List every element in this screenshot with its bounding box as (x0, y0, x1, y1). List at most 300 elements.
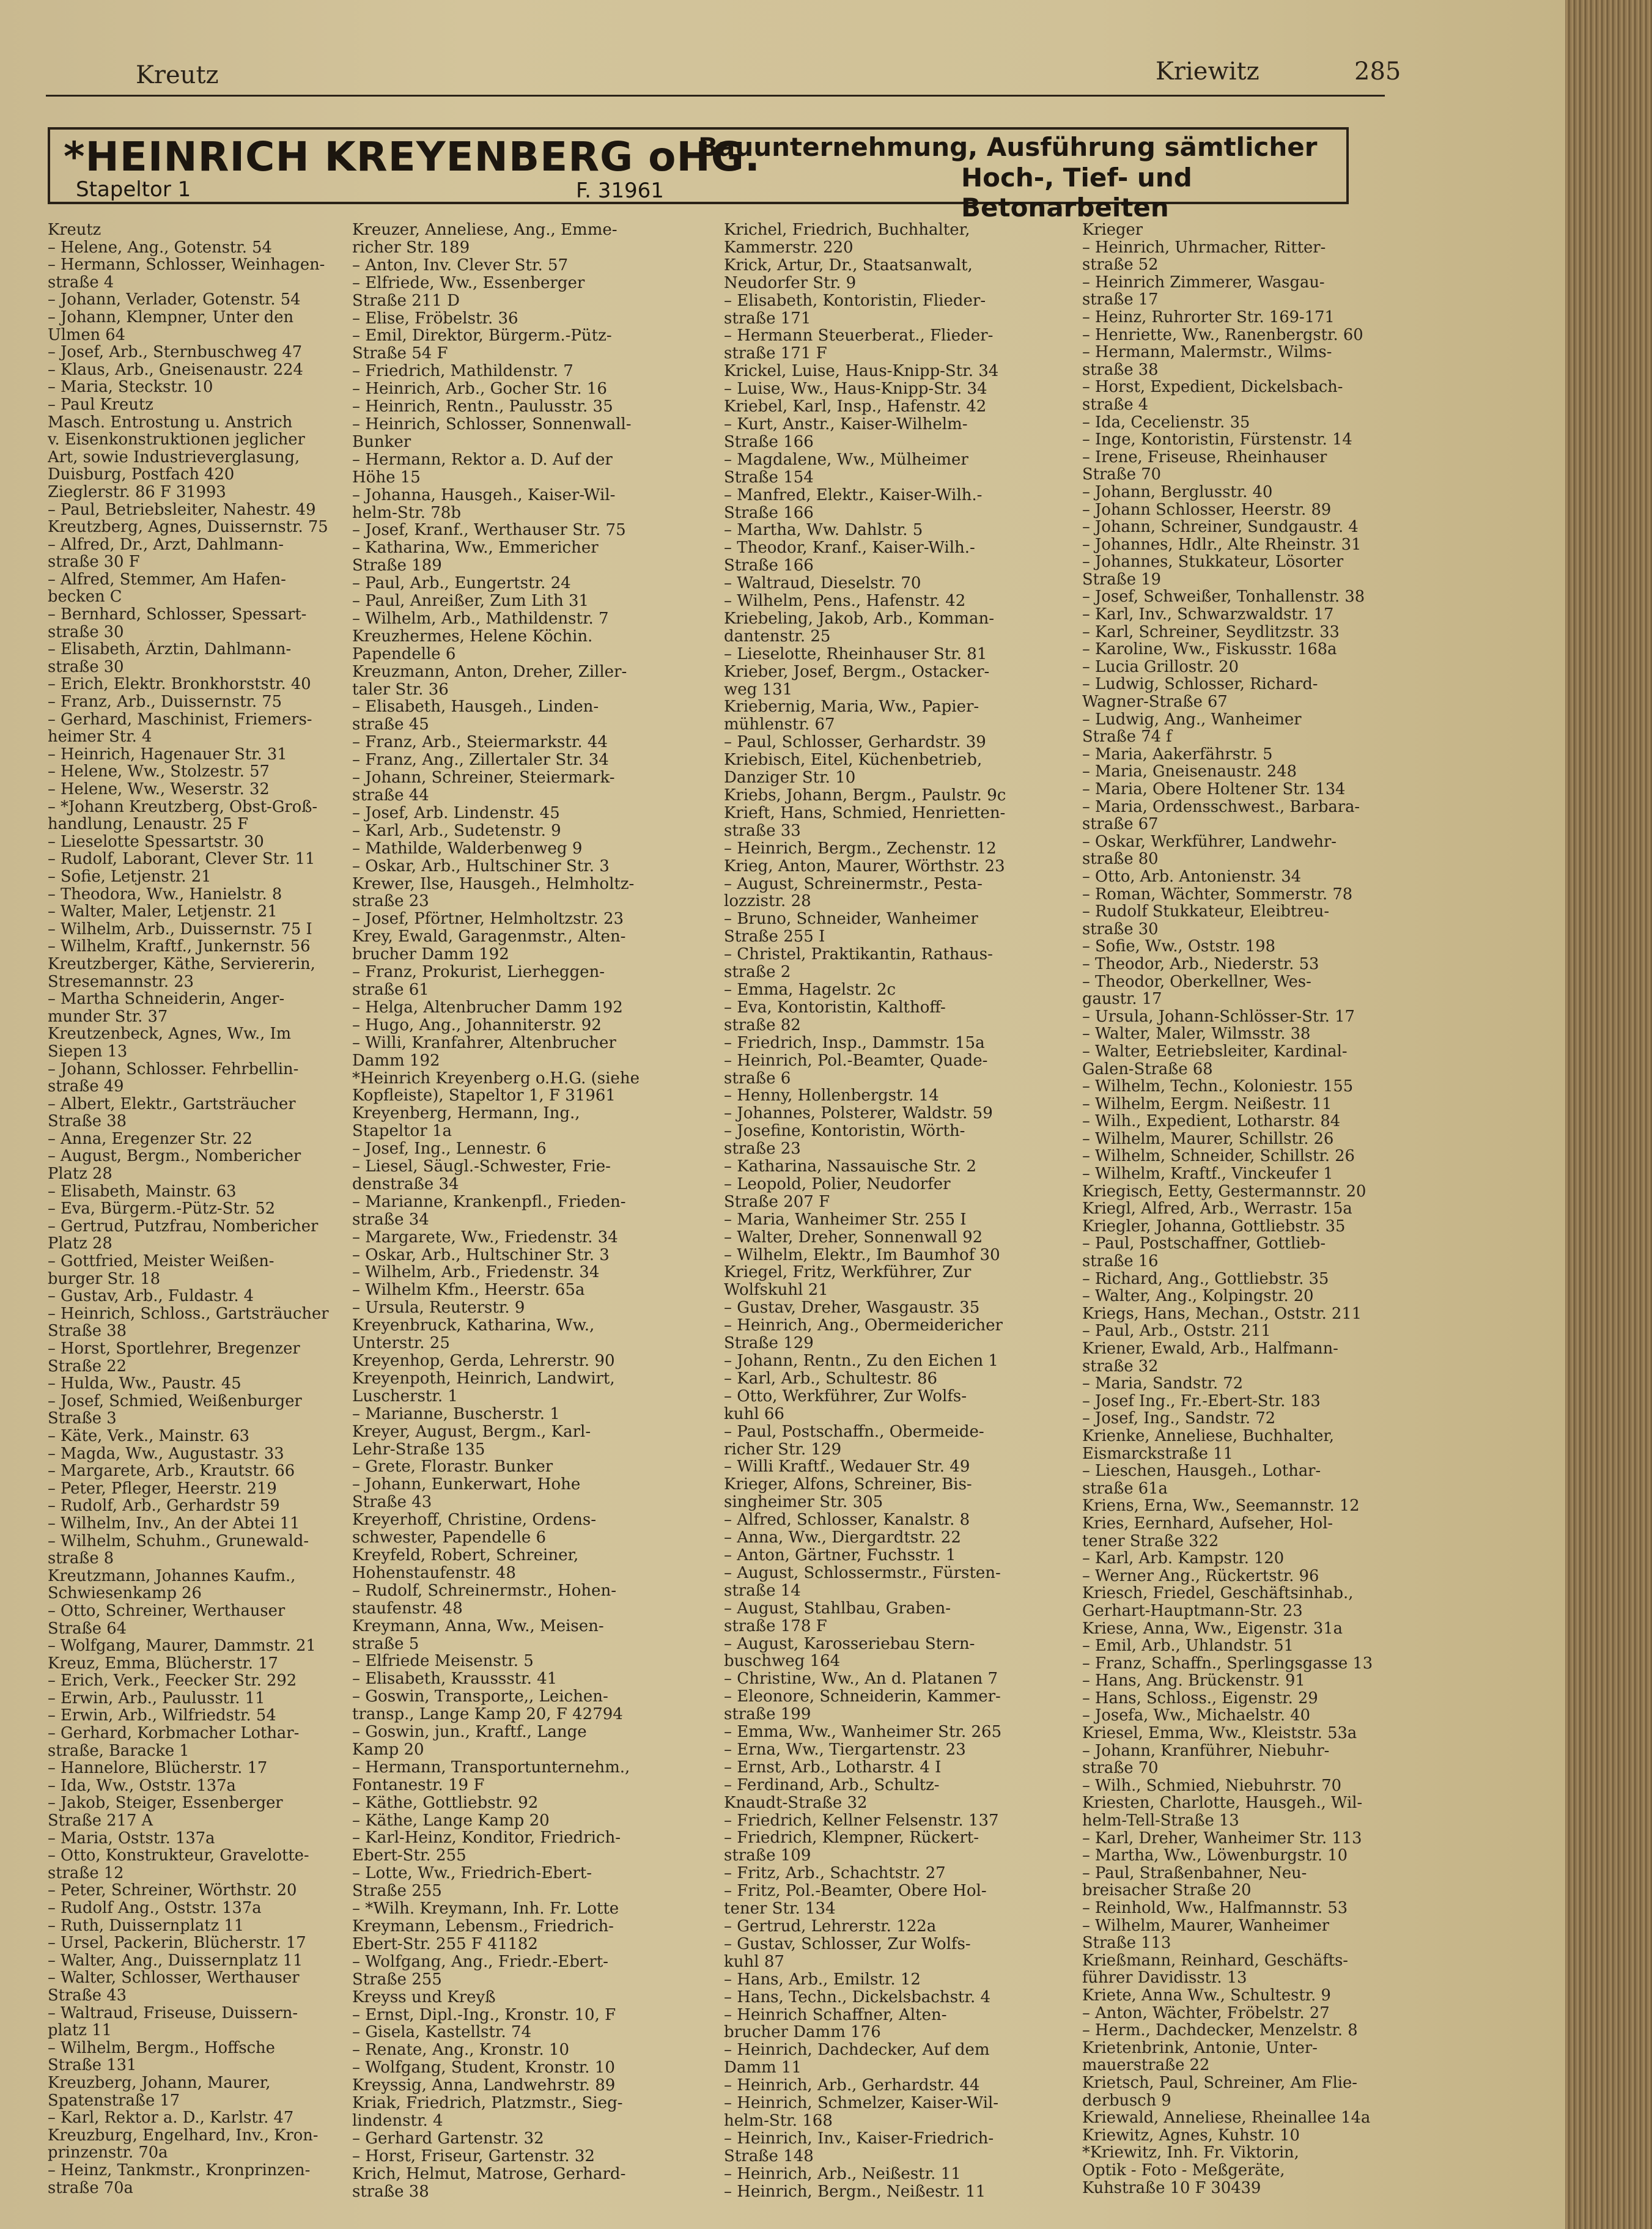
directory-line: – Alfred, Dr., Arzt, Dahlmann- (48, 536, 284, 554)
directory-line: führer Davidisstr. 13 (1082, 1969, 1247, 1987)
directory-line: – Josefine, Kontoristin, Wörth- (724, 1122, 965, 1141)
advert-tagline-1: Bauunternehmung, Ausführung sämtlicher (698, 132, 1318, 162)
directory-line: Straße 154 (724, 468, 814, 487)
directory-line: lozzistr. 28 (724, 893, 811, 911)
directory-line: Straße 211 D (352, 292, 460, 310)
directory-line: – Friedrich, Klempner, Rückert- (724, 1829, 979, 1848)
directory-line: mühlenstr. 67 (724, 716, 835, 734)
directory-line: – Wilhelm, Bergm., Hoffsche (48, 2039, 275, 2057)
directory-line: Kriegler, Johanna, Gottliebstr. 35 (1082, 1217, 1346, 1236)
directory-line: – Maria, Oststr. 137a (48, 1829, 215, 1848)
directory-line: Damm 11 (724, 2059, 802, 2077)
directory-line: Krietenbrink, Antonie, Unter- (1082, 2039, 1318, 2057)
directory-line: helm-Tell-Straße 13 (1082, 1812, 1239, 1830)
directory-line: – Heinrich, Schlosser, Sonnenwall- (352, 415, 632, 433)
directory-line: – Roman, Wächter, Sommerstr. 78 (1082, 885, 1353, 904)
directory-line: Krey, Ewald, Garagenmstr., Alten- (352, 928, 626, 946)
directory-line: Krich, Helmut, Matrose, Gerhard- (352, 2165, 626, 2183)
directory-line: singheimer Str. 305 (724, 1494, 883, 1512)
directory-line: Neudorfer Str. 9 (724, 274, 857, 292)
directory-line: – Wilhelm, Arb., Duissernstr. 75 I (48, 920, 312, 938)
directory-line: Kreyer, August, Bergm., Karl- (352, 1423, 591, 1441)
directory-line: – Heinrich, Pol.-Beamter, Quade- (724, 1052, 988, 1070)
directory-line: Kries, Eernhard, Aufseher, Hol- (1082, 1514, 1333, 1533)
directory-line: – Josef, Pförtner, Helmholtzstr. 23 (352, 910, 624, 929)
directory-line: – Wolfgang, Ang., Friedr.-Ebert- (352, 1953, 608, 1971)
directory-line: straße 171 F (724, 345, 827, 363)
directory-line: prinzenstr. 70a (48, 2144, 168, 2162)
directory-line: burger Str. 18 (48, 1270, 161, 1288)
directory-line: – Rudolf Stukkateur, Eleibtreu- (1082, 903, 1330, 921)
directory-line: straße 38 (352, 2183, 429, 2201)
directory-line: – August, Stahlbau, Graben- (724, 1599, 951, 1618)
directory-line: – Friedrich, Kellner Felsenstr. 137 (724, 1811, 999, 1830)
directory-line: – Hermann, Transportunternehm., (352, 1758, 630, 1777)
directory-line: – Wilhelm, Schneider, Schillstr. 26 (1082, 1148, 1355, 1166)
directory-line: – Heinz, Tankmstr., Kronprinzen- (48, 2161, 311, 2179)
directory-line: straße 49 (48, 1078, 124, 1096)
directory-line: – Magdalene, Ww., Mülheimer (724, 451, 968, 469)
directory-line: Krieber, Josef, Bergm., Ostacker- (724, 663, 990, 681)
directory-line: straße 30 (48, 623, 124, 641)
directory-line: – Wilhelm, Eergm. Neißestr. 11 (1082, 1095, 1332, 1113)
directory-line: – Alfred, Schlosser, Kanalstr. 8 (724, 1511, 970, 1530)
directory-line: – Wilh., Expedient, Lotharstr. 84 (1082, 1113, 1341, 1130)
directory-line: straße 33 (724, 822, 801, 840)
directory-line: – Albert, Elektr., Gartsträucher (48, 1095, 296, 1113)
directory-line: richer Str. 129 (724, 1440, 842, 1459)
directory-line: Krießmann, Reinhard, Geschäfts- (1082, 1951, 1348, 1970)
directory-line: helm-Str. 78b (352, 504, 461, 522)
directory-line: – Walter, Dreher, Sonnenwall 92 (724, 1228, 983, 1247)
directory-line: – Franz, Ang., Zillertaler Str. 34 (352, 751, 609, 770)
directory-line: Kreutzberg, Agnes, Duissernstr. 75 (48, 518, 328, 536)
directory-line: – Josef Ing., Fr.-Ebert-Str. 183 (1082, 1392, 1321, 1410)
directory-line: Kreyenbruck, Katharina, Ww., (352, 1317, 595, 1335)
directory-line: straße 70 (1082, 1759, 1159, 1777)
directory-line: munder Str. 37 (48, 1008, 168, 1026)
directory-line: Luscherstr. 1 (352, 1387, 458, 1406)
directory-line: Kreyenhop, Gerda, Lehrerstr. 90 (352, 1352, 615, 1370)
directory-line: Kriete, Anna Ww., Schultestr. 9 (1082, 1986, 1331, 2005)
directory-line: – Rudolf, Schreinermstr., Hohen- (352, 1582, 617, 1600)
directory-line: Kreyenpoth, Heinrich, Landwirt, (352, 1369, 615, 1388)
directory-line: kuhl 66 (724, 1405, 784, 1423)
directory-line: Höhe 15 (352, 468, 421, 487)
directory-line: – Johann, Eunkerwart, Hohe (352, 1476, 581, 1494)
directory-line: – Heinrich, Uhrmacher, Ritter- (1082, 238, 1326, 257)
directory-line: – *Wilh. Kreymann, Inh. Fr. Lotte (352, 1900, 619, 1918)
directory-line: – Herm., Dachdecker, Menzelstr. 8 (1082, 2022, 1358, 2039)
directory-line: – Gustav, Dreher, Wasgaustr. 35 (724, 1299, 980, 1317)
directory-line: – Helene, Ww., Stolzestr. 57 (48, 763, 270, 781)
directory-line: Krieger, Alfons, Schreiner, Bis- (724, 1476, 972, 1494)
directory-line: buschweg 164 (724, 1652, 841, 1671)
directory-line: – Wilhelm Kfm., Heerstr. 65a (352, 1281, 585, 1300)
directory-line: – Martha Schneiderin, Anger- (48, 990, 285, 1008)
directory-line: – Anna, Ww., Diergardtstr. 22 (724, 1529, 961, 1547)
directory-line: – Helga, Altenbrucher Damm 192 (352, 998, 623, 1017)
directory-line: – Ernst, Arb., Lotharstr. 4 I (724, 1758, 942, 1777)
directory-line: Straße 22 (48, 1357, 127, 1376)
directory-line: Straße 113 (1082, 1934, 1171, 1952)
directory-line: – Christel, Praktikantin, Rathaus- (724, 946, 993, 964)
directory-line: Kriesten, Charlotte, Hausgeh., Wil- (1082, 1794, 1363, 1813)
directory-line: – Heinrich, Rentn., Paulusstr. 35 (352, 398, 613, 416)
directory-line: straße 8 (48, 1550, 114, 1568)
directory-line: Lehr-Straße 135 (352, 1440, 485, 1459)
directory-line: – Paul, Arb., Eungertstr. 24 (352, 575, 571, 593)
directory-line: Straße 43 (48, 1986, 127, 2005)
directory-line: – Anna, Eregenzer Str. 22 (48, 1130, 253, 1148)
listing-column-2 (352, 221, 695, 2201)
directory-line: – Johannes, Stukkateur, Lösorter (1082, 553, 1344, 571)
directory-line: Damm 192 (352, 1052, 440, 1070)
directory-line: v. Eisenkonstruktionen jeglicher (48, 431, 305, 449)
directory-line: – Helene, Ang., Gotenstr. 54 (48, 238, 272, 257)
directory-line: – Walter, Maler, Letjenstr. 21 (48, 903, 278, 921)
directory-line: – Erich, Verk., Feecker Str. 292 (48, 1672, 297, 1690)
directory-line: straße 5 (352, 1635, 419, 1653)
directory-line: straße 2 (724, 963, 791, 981)
directory-line: – Heinrich, Arb., Neißestr. 11 (724, 2165, 961, 2183)
directory-line: Kriebisch, Eitel, Küchenbetrieb, (724, 751, 983, 770)
directory-line: – Heinrich, Schmelzer, Kaiser-Wil- (724, 2095, 999, 2112)
directory-line: – Walter, Ang., Kolpingstr. 20 (1082, 1288, 1314, 1305)
directory-line: – Paul, Arb., Oststr. 211 (1082, 1322, 1271, 1340)
directory-line: – Maria, Obere Holtener Str. 134 (1082, 781, 1346, 798)
directory-line: – Josef, Schweißer, Tonhallenstr. 38 (1082, 588, 1365, 606)
directory-line: kuhl 87 (724, 1953, 784, 1971)
directory-line: platz 11 (48, 2022, 112, 2039)
directory-line: – Renate, Ang., Kronstr. 10 (352, 2041, 570, 2060)
directory-line: – Oskar, Arb., Hultschiner Str. 3 (352, 857, 610, 875)
directory-line: – Josef, Arb., Sternbuschweg 47 (48, 344, 303, 361)
directory-line: Papendelle 6 (352, 645, 456, 663)
directory-line: – Martha, Ww. Dahlstr. 5 (724, 521, 923, 540)
directory-line: – Johann, Rentn., Zu den Eichen 1 (724, 1352, 998, 1370)
directory-line: – Elisabeth, Kontoristin, Flieder- (724, 292, 986, 310)
directory-line: – Karl, Arb. Kampstr. 120 (1082, 1550, 1285, 1568)
directory-line: – Lucia Grillostr. 20 (1082, 658, 1239, 676)
directory-line: Wagner-Straße 67 (1082, 693, 1228, 711)
directory-line: Krickel, Luise, Haus-Knipp-Str. 34 (724, 363, 999, 381)
directory-line: – Grete, Florastr. Bunker (352, 1458, 553, 1476)
directory-line: – Heinz, Ruhrorter Str. 169-171 (1082, 308, 1335, 326)
directory-line: – Hermann, Schlosser, Weinhagen- (48, 256, 325, 274)
directory-line: Kriegel, Fritz, Werkführer, Zur (724, 1264, 972, 1282)
directory-line: – Hans, Techn., Dickelsbachstr. 4 (724, 1988, 991, 2006)
directory-line: – Karl, Rektor a. D., Karlstr. 47 (48, 2109, 294, 2127)
directory-line: – Marianne, Buscherstr. 1 (352, 1405, 560, 1423)
directory-line: – Gerhard Gartenstr. 32 (352, 2129, 544, 2148)
directory-line: – Hannelore, Blücherstr. 17 (48, 1759, 268, 1777)
directory-line: – Hans, Arb., Emilstr. 12 (724, 1970, 921, 1989)
directory-line: – Horst, Expedient, Dickelsbach- (1082, 378, 1343, 396)
directory-line: – Walter, Eetriebsleiter, Kardinal- (1082, 1042, 1348, 1061)
directory-line: straße 70a (48, 2179, 133, 2197)
header-rule (46, 95, 1385, 97)
directory-line: Kriegisch, Eetty, Gestermannstr. 20 (1082, 1182, 1366, 1201)
directory-line: Straße 3 (48, 1410, 117, 1428)
directory-line: – Franz, Schaffn., Sperlingsgasse 13 (1082, 1654, 1373, 1673)
directory-line: – Elise, Fröbelstr. 36 (352, 309, 518, 328)
directory-line: – Katharina, Ww., Emmericher (352, 539, 599, 558)
directory-line: – Margarete, Ww., Friedenstr. 34 (352, 1228, 618, 1247)
directory-line: Kriebel, Karl, Insp., Hafenstr. 42 (724, 398, 987, 416)
directory-line: Straße 166 (724, 557, 814, 575)
directory-line: denstraße 34 (352, 1175, 459, 1193)
directory-line: Straße 38 (48, 1322, 127, 1340)
directory-line: straße 82 (724, 1016, 801, 1034)
directory-line: – August, Schreinermstr., Pesta- (724, 875, 983, 893)
directory-line: – Paul, Straßenbahner, Neu- (1082, 1864, 1307, 1882)
directory-line: – Maria, Steckstr. 10 (48, 378, 213, 396)
directory-line: straße 171 (724, 309, 811, 328)
directory-line: straße 23 (352, 893, 429, 911)
directory-line: – Emil, Arb., Uhlandstr. 51 (1082, 1637, 1294, 1655)
advert-phone: F. 31961 (576, 179, 664, 203)
directory-line: straße 4 (48, 273, 114, 292)
directory-line: – Ursula, Reuterstr. 9 (352, 1299, 525, 1317)
directory-line: taler Str. 36 (352, 680, 449, 699)
directory-line: – Eva, Kontoristin, Kalthoff- (724, 998, 946, 1017)
directory-line: – Walter, Maler, Wilmsstr. 38 (1082, 1025, 1311, 1043)
directory-line: – Heinrich, Ang., Obermeidericher (724, 1317, 1003, 1335)
directory-line: – Hans, Schloss., Eigenstr. 29 (1082, 1689, 1318, 1708)
directory-line: – Paul, Postschaffner, Gottlieb- (1082, 1235, 1326, 1253)
directory-line: Straße 255 (352, 1970, 442, 1989)
directory-line: – Alfred, Stemmer, Am Hafen- (48, 570, 286, 589)
directory-line: – Heinrich, Arb., Gerhardstr. 44 (724, 2077, 980, 2095)
directory-line: Wolfskuhl 21 (724, 1281, 828, 1300)
directory-line: – Elisabeth, Mainstr. 63 (48, 1182, 237, 1201)
directory-line: Kriebernig, Maria, Ww., Papier- (724, 698, 979, 717)
directory-line: Straße 54 F (352, 345, 448, 363)
directory-line: Galen-Straße 68 (1082, 1060, 1213, 1078)
directory-line: – Walter, Ang., Duissernplatz 11 (48, 1951, 303, 1970)
directory-line: straße 6 (724, 1069, 791, 1088)
directory-line: Kriak, Friedrich, Platzmstr., Sieg- (352, 2095, 623, 2112)
directory-line: Kreuzer, Anneliese, Ang., Emme- (352, 221, 618, 239)
directory-line: – Henny, Hollenbergstr. 14 (724, 1087, 939, 1105)
directory-line: – Josef, Kranf., Werthauser Str. 75 (352, 521, 626, 540)
directory-line: – Klaus, Arb., Gneisenaustr. 224 (48, 361, 303, 379)
directory-line: – Wilhelm, Techn., Koloniestr. 155 (1082, 1078, 1354, 1096)
directory-line: – Peter, Pfleger, Heerstr. 219 (48, 1479, 277, 1498)
directory-line: straße 16 (1082, 1253, 1159, 1270)
directory-line: – Paul, Postschaffn., Obermeide- (724, 1423, 984, 1441)
directory-line: – Paul, Anreißer, Zum Lith 31 (352, 592, 589, 610)
directory-line: – Maria, Wanheimer Str. 255 I (724, 1210, 967, 1229)
directory-line: – Maria, Aakerfährstr. 5 (1082, 745, 1273, 764)
directory-line: – Hugo, Ang., Johanniterstr. 92 (352, 1016, 602, 1034)
directory-line: – Erwin, Arb., Wilfriedstr. 54 (48, 1707, 276, 1725)
directory-line: – Ruth, Duissernplatz 11 (48, 1917, 245, 1935)
directory-line: Kriegs, Hans, Mechan., Oststr. 211 (1082, 1305, 1362, 1323)
directory-line: – Ursel, Packerin, Blücherstr. 17 (48, 1934, 306, 1952)
directory-line: – Johann, Verlader, Gotenstr. 54 (48, 291, 301, 309)
directory-line: – Hulda, Ww., Paustr. 45 (48, 1375, 242, 1393)
directory-line: – Erwin, Arb., Paulusstr. 11 (48, 1689, 265, 1708)
directory-line: straße 199 (724, 1706, 811, 1724)
directory-line: – Wilhelm, Inv., An der Abtei 11 (48, 1514, 300, 1533)
advertisement-banner (48, 127, 1349, 223)
directory-line: straße 17 (1082, 291, 1159, 309)
directory-line: Ebert-Str. 255 F 41182 (352, 1935, 538, 1953)
directory-line: – Ludwig, Ang., Wanheimer (1082, 710, 1302, 729)
directory-line: – Maria, Gneisenaustr. 248 (1082, 763, 1297, 781)
directory-line: – Lieselotte Spessartstr. 30 (48, 833, 264, 851)
directory-line: – Elfriede Meisenstr. 5 (352, 1652, 534, 1671)
directory-line: – Maria, Sandstr. 72 (1082, 1375, 1244, 1393)
directory-line: – Johann, Schreiner, Steiermark- (352, 769, 615, 787)
directory-line: – Horst, Friseur, Gartenstr. 32 (352, 2147, 595, 2165)
directory-line: Straße 19 (1082, 570, 1161, 589)
directory-line: – Walter, Schlosser, Werthauser (48, 1969, 300, 1987)
directory-line: – Inge, Kontoristin, Fürstenstr. 14 (1082, 431, 1352, 449)
directory-line: – Karl, Arb., Schultestr. 86 (724, 1369, 938, 1388)
directory-line: – Käte, Verk., Mainstr. 63 (48, 1427, 250, 1445)
directory-line: Kreutzenbeck, Agnes, Ww., Im (48, 1025, 292, 1043)
directory-line: – Heinrich, Hagenauer Str. 31 (48, 745, 287, 764)
directory-line: – Johann, Schlosser. Fehrbellin- (48, 1060, 299, 1078)
directory-line: – Theodor, Oberkellner, Wes- (1082, 973, 1311, 991)
directory-line: – Theodora, Ww., Hanielstr. 8 (48, 885, 282, 904)
directory-line: – Maria, Ordensschwest., Barbara- (1082, 798, 1360, 816)
directory-line: – Jakob, Steiger, Essenberger (48, 1794, 283, 1813)
directory-line: – Gustav, Arb., Fuldastr. 4 (48, 1288, 254, 1305)
directory-line: – Richard, Ang., Gottliebstr. 35 (1082, 1270, 1329, 1288)
directory-line: – Kurt, Anstr., Kaiser-Wilhelm- (724, 415, 968, 433)
directory-line: – Otto, Schreiner, Werthauser (48, 1602, 286, 1620)
directory-line: – Fritz, Arb., Schachtstr. 27 (724, 1865, 946, 1883)
directory-line: *Heinrich Kreyenberg o.H.G. (siehe (352, 1069, 640, 1088)
directory-line: Straße 207 F (724, 1193, 830, 1211)
advert-address: Stapeltor 1 (76, 177, 191, 202)
directory-line: – Karl, Inv., Schwarzwaldstr. 17 (1082, 606, 1334, 624)
directory-line: Kreymann, Lebensm., Friedrich- (352, 1918, 614, 1936)
directory-line: Kriewitz, Agnes, Kuhstr. 10 (1082, 2126, 1300, 2145)
directory-line: – Werner Ang., Rückertstr. 96 (1082, 1567, 1319, 1585)
page-number: 285 (1354, 57, 1401, 86)
directory-line: – August, Schlossermstr., Fürsten- (724, 1564, 1001, 1582)
directory-line: Art, sowie Industrieverglasung, (48, 448, 300, 466)
directory-line: – Heinrich, Bergm., Zechenstr. 12 (724, 839, 997, 858)
directory-line: – Horst, Sportlehrer, Bregenzer (48, 1340, 300, 1358)
directory-line: – Reinhold, Ww., Halfmannstr. 53 (1082, 1899, 1348, 1917)
directory-line: – Luise, Ww., Haus-Knipp-Str. 34 (724, 380, 987, 399)
directory-line: straße 178 F (724, 1617, 827, 1635)
directory-line: straße, Baracke 1 (48, 1742, 190, 1760)
directory-line: gaustr. 17 (1082, 990, 1162, 1008)
directory-line: Kriens, Erna, Ww., Seemannstr. 12 (1082, 1497, 1360, 1515)
directory-line: – Käthe, Gottliebstr. 92 (352, 1794, 539, 1812)
directory-line: – Wilhelm, Pens., Hafenstr. 42 (724, 592, 966, 610)
directory-line: – Lotte, Ww., Friedrich-Ebert- (352, 1865, 592, 1883)
directory-line: Kreyssig, Anna, Landwehrstr. 89 (352, 2077, 616, 2095)
directory-line: Kreuzhermes, Helene Köchin. (352, 627, 593, 646)
directory-line: – Bruno, Schneider, Wanheimer (724, 910, 978, 929)
directory-line: Straße 131 (48, 2057, 137, 2074)
directory-line: Krieger (1082, 221, 1143, 239)
directory-line: Straße 38 (48, 1113, 127, 1130)
directory-line: Krieg, Anton, Maurer, Wörthstr. 23 (724, 857, 1005, 875)
directory-line: – Wilhelm, Elektr., Im Baumhof 30 (724, 1246, 1000, 1264)
directory-line: – Gerhard, Korbmacher Lothar- (48, 1725, 300, 1742)
directory-line: Kreyenberg, Hermann, Ing., (352, 1105, 580, 1123)
directory-line: straße 109 (724, 1847, 811, 1865)
directory-line: – Bernhard, Schlosser, Spessart- (48, 606, 307, 624)
directory-line: straße 44 (352, 787, 429, 805)
directory-line: staufenstr. 48 (352, 1599, 463, 1618)
directory-line: – Willi Kraftf., Wedauer Str. 49 (724, 1458, 970, 1476)
directory-line: richer Str. 189 (352, 238, 470, 257)
directory-line: – Anton, Gärtner, Fuchsstr. 1 (724, 1546, 956, 1564)
directory-line: Bunker (352, 433, 411, 451)
directory-line: Kreuzberg, Johann, Maurer, (48, 2074, 271, 2092)
directory-line: Straße 43 (352, 1494, 432, 1512)
directory-line: – Wilhelm, Maurer, Schillstr. 26 (1082, 1130, 1334, 1148)
directory-line: – Helene, Ww., Weserstr. 32 (48, 781, 270, 798)
directory-line: – Emma, Ww., Wanheimer Str. 265 (724, 1723, 1002, 1741)
directory-line: – Wilh., Schmied, Niebuhrstr. 70 (1082, 1777, 1341, 1795)
directory-line: – Paul Kreutz (48, 396, 153, 414)
directory-line: Krienke, Anneliese, Buchhalter, (1082, 1427, 1335, 1445)
directory-line: straße 61 (352, 981, 429, 999)
directory-line: helm-Str. 168 (724, 2112, 833, 2130)
advert-company-name: *HEINRICH KREYENBERG oHG. (64, 133, 761, 180)
directory-line: – Rudolf, Arb., Gerhardstr 59 (48, 1497, 280, 1515)
directory-line: – Heinrich, Schloss., Gartsträucher (48, 1305, 329, 1323)
listing-column-3 (724, 221, 1054, 2201)
directory-line: – Martha, Ww., Löwenburgstr. 10 (1082, 1847, 1348, 1865)
directory-line: mauerstraße 22 (1082, 2057, 1210, 2074)
advert-tagline-2: Hoch-, Tief- und Betonarbeiten (961, 163, 1192, 223)
directory-line: Kreutzberger, Käthe, Serviererin, (48, 955, 315, 973)
directory-line: – Käthe, Lange Kamp 20 (352, 1811, 550, 1830)
directory-line: – Christine, Ww., An d. Platanen 7 (724, 1670, 998, 1689)
directory-line: – Goswin, jun., Kraftf., Lange (352, 1723, 587, 1741)
directory-line: Stresemannstr. 23 (48, 973, 194, 991)
directory-line: – Franz, Prokurist, Lierheggen- (352, 963, 605, 981)
directory-line: – Gisela, Kastellstr. 74 (352, 2024, 532, 2042)
directory-line: – Johann, Schreiner, Sundgaustr. 4 (1082, 518, 1359, 536)
directory-line: – Lieselotte, Rheinhauser Str. 81 (724, 645, 987, 663)
directory-line: transp., Lange Kamp 20, F 42794 (352, 1706, 623, 1724)
directory-line: – Waltraud, Dieselstr. 70 (724, 575, 921, 593)
directory-line: Krewer, Ilse, Hausgeh., Helmholtz- (352, 875, 635, 893)
directory-line: – Leopold, Polier, Neudorfer (724, 1175, 951, 1193)
directory-line: Straße 255 (352, 1882, 442, 1901)
directory-line: – Rudolf, Laborant, Clever Str. 11 (48, 850, 315, 868)
directory-line: – Ferdinand, Arb., Schultz- (724, 1776, 940, 1794)
directory-line: – Josef, Arb. Lindenstr. 45 (352, 804, 560, 822)
directory-line: – Paul, Schlosser, Gerhardstr. 39 (724, 734, 986, 752)
listing-column-4 (1082, 221, 1425, 2197)
directory-line: – Elisabeth, Ärztin, Dahlmann- (48, 641, 292, 658)
directory-line: – Hans, Ang. Brückenstr. 91 (1082, 1672, 1305, 1690)
directory-line: – Emil, Direktor, Bürgerm.-Pütz- (352, 327, 612, 345)
directory-line: becken C (48, 588, 122, 606)
directory-line: straße 30 F (48, 553, 140, 571)
directory-line: – Karl, Schreiner, Seydlitzstr. 33 (1082, 623, 1340, 641)
directory-line: – Oskar, Arb., Hultschiner Str. 3 (352, 1246, 610, 1264)
directory-line: – Josefa, Ww., Michaelstr. 40 (1082, 1707, 1310, 1725)
directory-line: Hohenstaufenstr. 48 (352, 1564, 516, 1582)
directory-line: Straße 166 (724, 504, 814, 522)
directory-line: – Heinrich Schaffner, Alten- (724, 2006, 947, 2024)
